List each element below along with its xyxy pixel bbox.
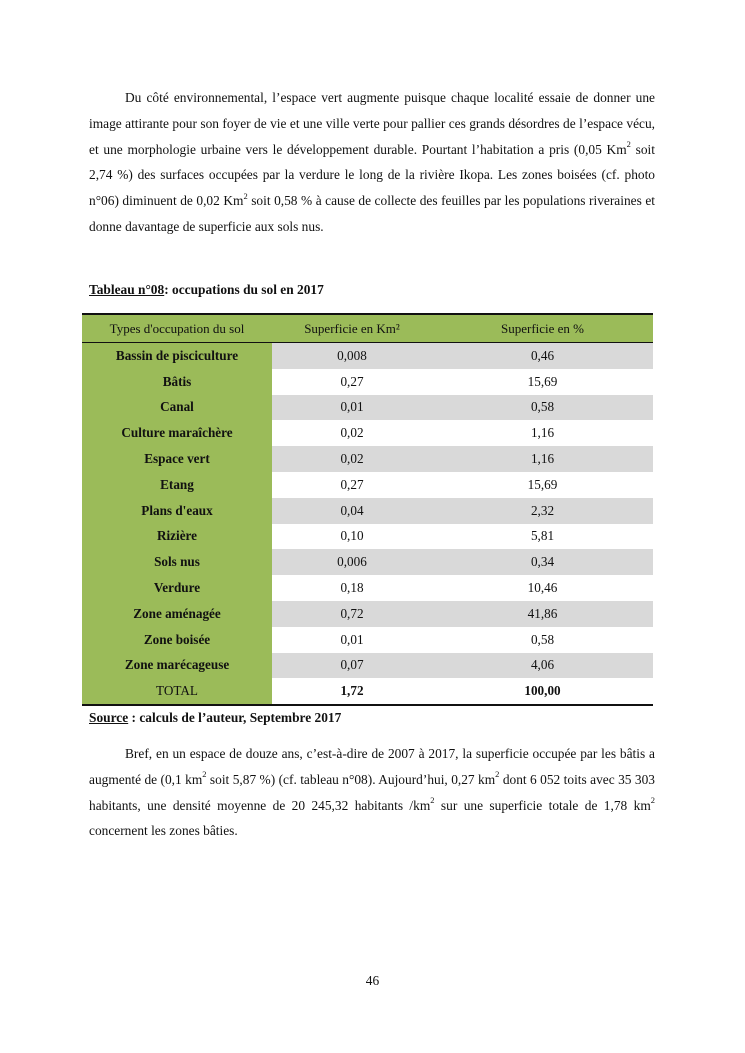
cell-percent: 4,06 xyxy=(432,653,653,679)
superscript: 2 xyxy=(430,795,435,806)
cell-percent: 0,58 xyxy=(530,631,555,647)
table-source xyxy=(89,710,341,726)
cell-type: Etang xyxy=(82,472,272,498)
cell-type: Verdure xyxy=(82,575,272,601)
cell-km2: 0,04 xyxy=(272,498,432,524)
cell-type: Bâtis xyxy=(82,369,272,395)
cell-type: Zone marécageuse xyxy=(82,653,272,679)
source-label: Source xyxy=(89,710,129,725)
table-row xyxy=(82,446,653,472)
cell-type: Culture maraîchère xyxy=(82,420,272,446)
cell-percent: 1,16 xyxy=(530,425,555,441)
cell-km2: 0,10 xyxy=(340,528,364,544)
cell-km2: 0,008 xyxy=(272,343,432,369)
table-row xyxy=(82,601,653,627)
cell-km2: 0,01 xyxy=(340,631,364,647)
table-total-row xyxy=(82,678,653,705)
table-row xyxy=(82,343,653,369)
cell-total-km2: 1,72 xyxy=(340,683,364,699)
paragraph-text: soit 0,58 % à cause de collecte des feuilles par les populations riveraines et donne davantage de superficie aux sols nus. xyxy=(89,193,655,234)
cell-percent: 0,46 xyxy=(432,343,653,369)
paragraph-summary xyxy=(89,741,655,844)
cell-type: Rizière xyxy=(82,524,272,550)
cell-km2: 0,02 xyxy=(340,425,364,441)
cell-type: Zone aménagée xyxy=(82,601,272,627)
paragraph-text: soit 2,74 %) des surfaces occupées par la verdure le long de la rivière Ikopa. Les zones boisées (cf. photo n°06) diminuent de 0,02 Km xyxy=(89,141,655,209)
cell-type: Canal xyxy=(82,395,272,421)
table-header-row xyxy=(82,314,653,343)
cell-percent: 0,34 xyxy=(432,549,653,575)
paragraph-text: dont 6 052 toits avec 35 303 habitants, une densité moyenne de 20 245,32 habitants /km xyxy=(89,771,655,813)
table-caption-label: Tableau n°08 xyxy=(89,282,165,297)
cell-type: Sols nus xyxy=(82,549,272,575)
superscript: 2 xyxy=(202,769,207,780)
paragraph-text: soit 5,87 %) (cf. tableau n°08). Aujourd’hui, 0,27 km xyxy=(206,771,496,787)
cell-type: Espace vert xyxy=(82,446,272,472)
cell-km2: 0,02 xyxy=(272,446,432,472)
superscript: 2 xyxy=(495,769,500,780)
cell-percent: 15,69 xyxy=(527,373,558,389)
cell-total-label: TOTAL xyxy=(82,678,272,705)
paragraph-environment xyxy=(89,85,655,240)
superscript: 2 xyxy=(626,139,631,150)
table-row xyxy=(82,369,653,395)
paragraph-text: concernent les zones bâties. xyxy=(89,823,238,839)
land-use-table xyxy=(82,313,653,706)
cell-percent: 15,69 xyxy=(527,476,558,492)
table-row xyxy=(82,653,653,679)
cell-type: Bassin de pisciculture xyxy=(82,343,272,369)
cell-km2: 0,01 xyxy=(272,395,432,421)
cell-km2: 0,27 xyxy=(340,476,364,492)
paragraph-text: sur une superficie totale de 1,78 km xyxy=(434,797,651,813)
table-row xyxy=(82,549,653,575)
superscript: 2 xyxy=(243,190,248,201)
cell-percent: 10,46 xyxy=(527,580,558,596)
table-row xyxy=(82,575,653,601)
paragraph-text: Bref, en un espace de douze ans, c’est-à-dire de 2007 à 2017, la superficie occupée par les bâtis a augmenté de (0,1 km xyxy=(89,746,655,787)
cell-percent: 0,58 xyxy=(432,395,653,421)
header-km2: Superficie en Km² xyxy=(272,314,432,343)
header-type: Types d'occupation du sol xyxy=(82,314,272,343)
table-row xyxy=(82,395,653,421)
table-row xyxy=(82,472,653,498)
paragraph-text: Du côté environnemental, l’espace vert augmente puisque chaque localité essaie de donner une image attirante pour son foyer de vie et une ville verte pour pallier ces grands désordres de l’espace vécu, et une morphologie urbaine vers le développement durable. Pourtant l’habitation a pris (0,05 Km xyxy=(89,90,655,157)
cell-km2: 0,27 xyxy=(340,373,364,389)
table-row xyxy=(82,498,653,524)
superscript: 2 xyxy=(650,795,655,806)
cell-percent: 41,86 xyxy=(432,601,653,627)
page-number: 46 xyxy=(365,973,380,988)
cell-km2: 0,07 xyxy=(272,653,432,679)
table-caption xyxy=(89,282,324,298)
table-row xyxy=(82,420,653,446)
source-text: : calculs de l’auteur, Septembre 2017 xyxy=(128,710,342,725)
cell-type: Plans d'eaux xyxy=(82,498,272,524)
cell-km2: 0,18 xyxy=(340,580,364,596)
cell-type: Zone boisée xyxy=(82,627,272,653)
cell-percent: 2,32 xyxy=(432,498,653,524)
table-row xyxy=(82,524,653,550)
table-caption-text: : occupations du sol en 2017 xyxy=(164,282,324,297)
cell-percent: 5,81 xyxy=(530,528,555,544)
table-row xyxy=(82,627,653,653)
header-percent: Superficie en % xyxy=(432,314,653,343)
cell-km2: 0,72 xyxy=(272,601,432,627)
cell-km2: 0,006 xyxy=(272,549,432,575)
cell-percent: 1,16 xyxy=(432,446,653,472)
cell-total-percent: 100,00 xyxy=(524,683,561,699)
